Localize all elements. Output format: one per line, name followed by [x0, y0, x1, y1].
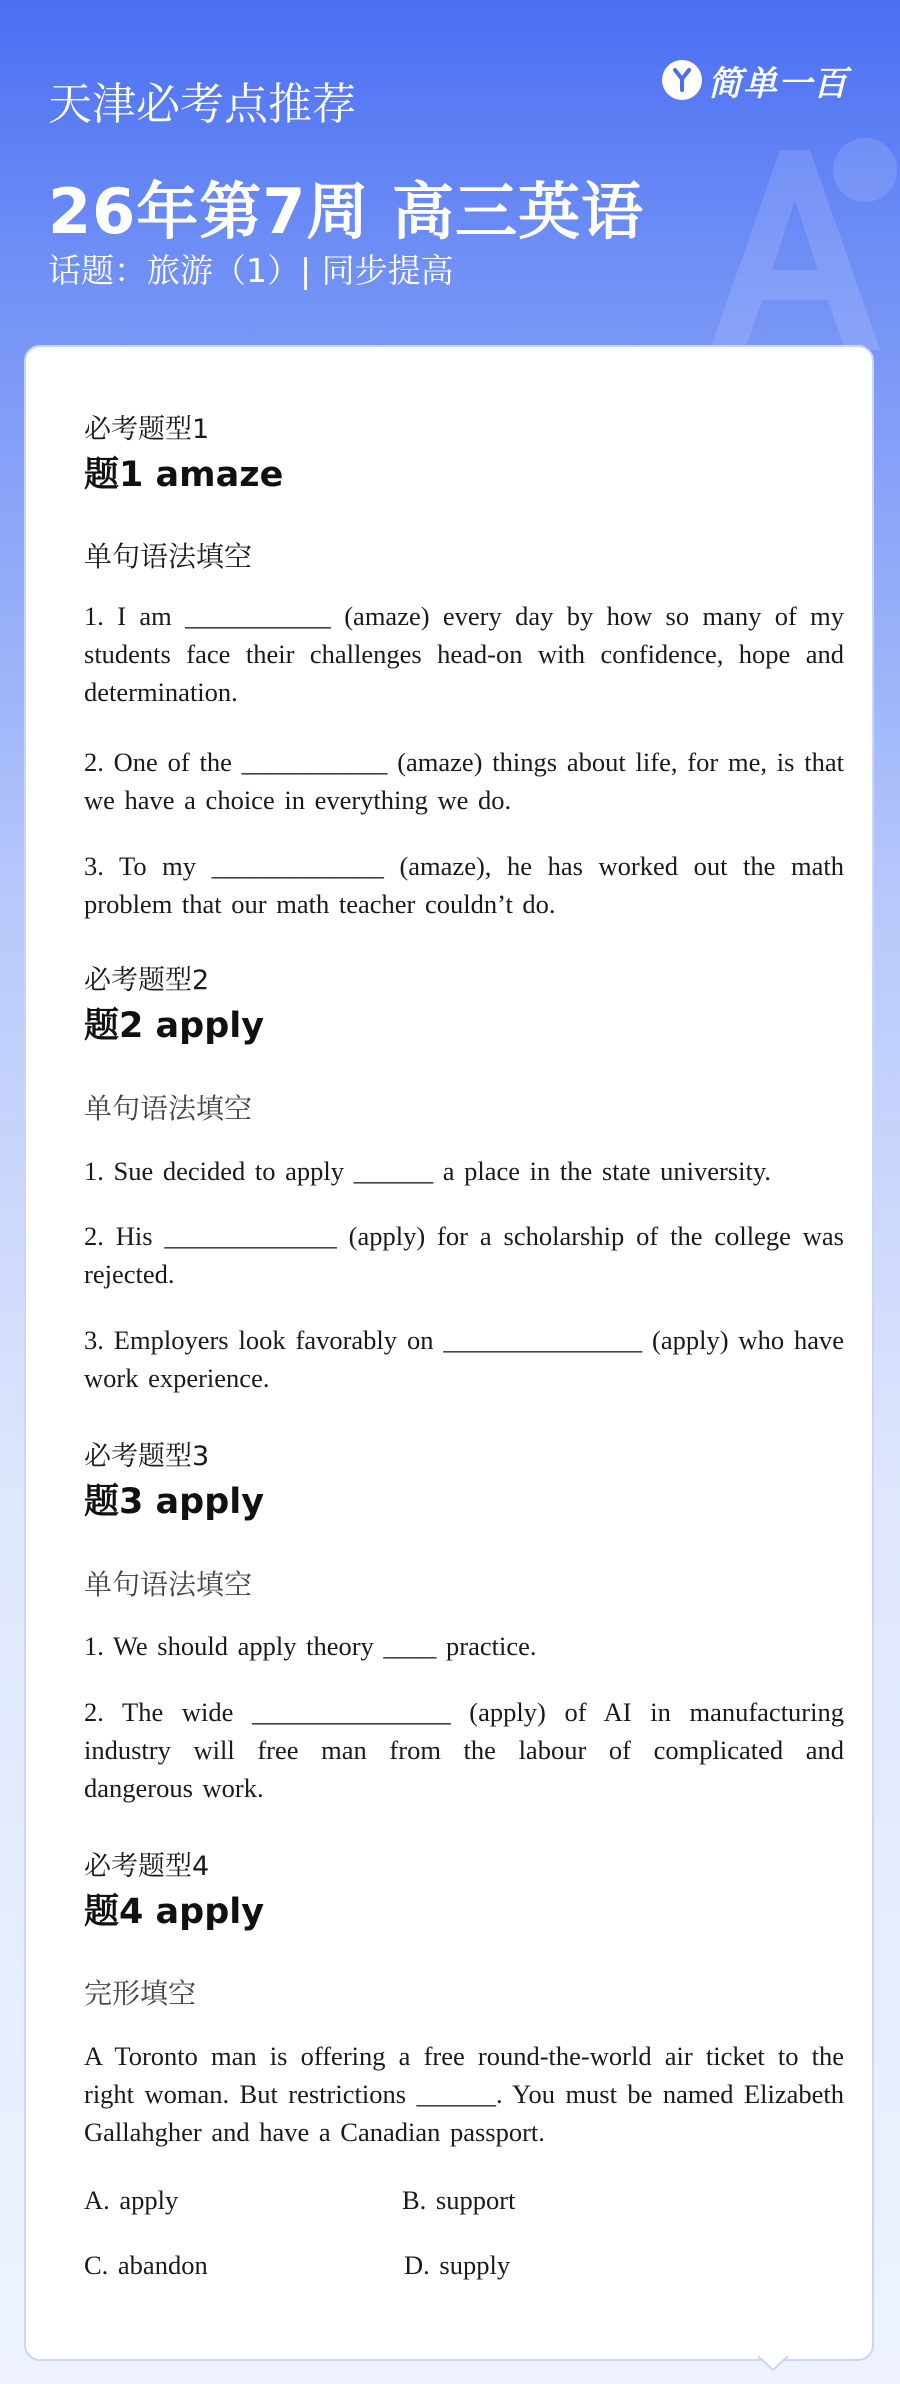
- section-label: 必考题型3: [84, 1441, 210, 1472]
- question-item: 1. Sue decided to apply ______ a place in the state university.: [84, 1156, 771, 1186]
- page-header: [0, 0, 900, 345]
- question-item: 1. We should apply theory ____ practice.: [84, 1631, 537, 1661]
- question-item: 2. One of the ___________ (amaze) things about life, for me, is that we have a choice in everything we do.: [84, 747, 844, 815]
- question-item: 3. Employers look favorably on _______________ (apply) who have work experience.: [84, 1325, 844, 1393]
- question-type: 完形填空: [84, 1977, 197, 2010]
- question-item: 3. To my _____________ (amaze), he has worked out the math problem that our math teacher couldn’t do.: [84, 851, 844, 919]
- section-title: 题2 apply: [84, 1006, 265, 1046]
- page-title: 26年第7周 高三英语: [48, 175, 645, 248]
- option-c: C. abandon: [84, 2250, 208, 2280]
- option-a: A. apply: [84, 2185, 179, 2215]
- option-d: D. supply: [404, 2250, 511, 2280]
- letter-a-watermark-icon: [690, 120, 900, 360]
- topic-line: 话题：旅游（1）| 同步提高: [48, 251, 454, 290]
- section-label: 必考题型4: [84, 1851, 210, 1882]
- question-type: 单句语法填空: [84, 1568, 253, 1601]
- brand-logo: [662, 56, 848, 104]
- section-title: 题1 amaze: [84, 455, 284, 495]
- brand-y-icon: [662, 60, 702, 100]
- question-item: 2. His _____________ (apply) for a scholarship of the college was rejected.: [84, 1221, 844, 1289]
- question-item: 1. I am ___________ (amaze) every day by how so many of my students face their challenges head-on with confidence, hope and determination.: [84, 601, 844, 707]
- section-label: 必考题型2: [84, 965, 210, 996]
- question-type: 单句语法填空: [84, 540, 253, 573]
- section-title: 题4 apply: [84, 1892, 265, 1932]
- header-subtitle: 天津必考点推荐: [48, 79, 356, 130]
- card-pointer-icon: [758, 2356, 788, 2372]
- option-b: B. support: [402, 2185, 516, 2215]
- brand-name: 简单一百: [708, 63, 848, 104]
- question-item: A Toronto man is offering a free round-the-world air ticket to the right woman. But restrictions ______. You must be named Elizabeth Gallahgher and have a Canadian passport.: [84, 2041, 844, 2147]
- question-item: 2. The wide _______________ (apply) of AI in manufacturing industry will free man from the labour of complicated and dangerous work.: [84, 1697, 844, 1803]
- question-type: 单句语法填空: [84, 1092, 253, 1125]
- content-card: [24, 345, 874, 2361]
- section-title: 题3 apply: [84, 1482, 265, 1522]
- section-label: 必考题型1: [84, 414, 210, 445]
